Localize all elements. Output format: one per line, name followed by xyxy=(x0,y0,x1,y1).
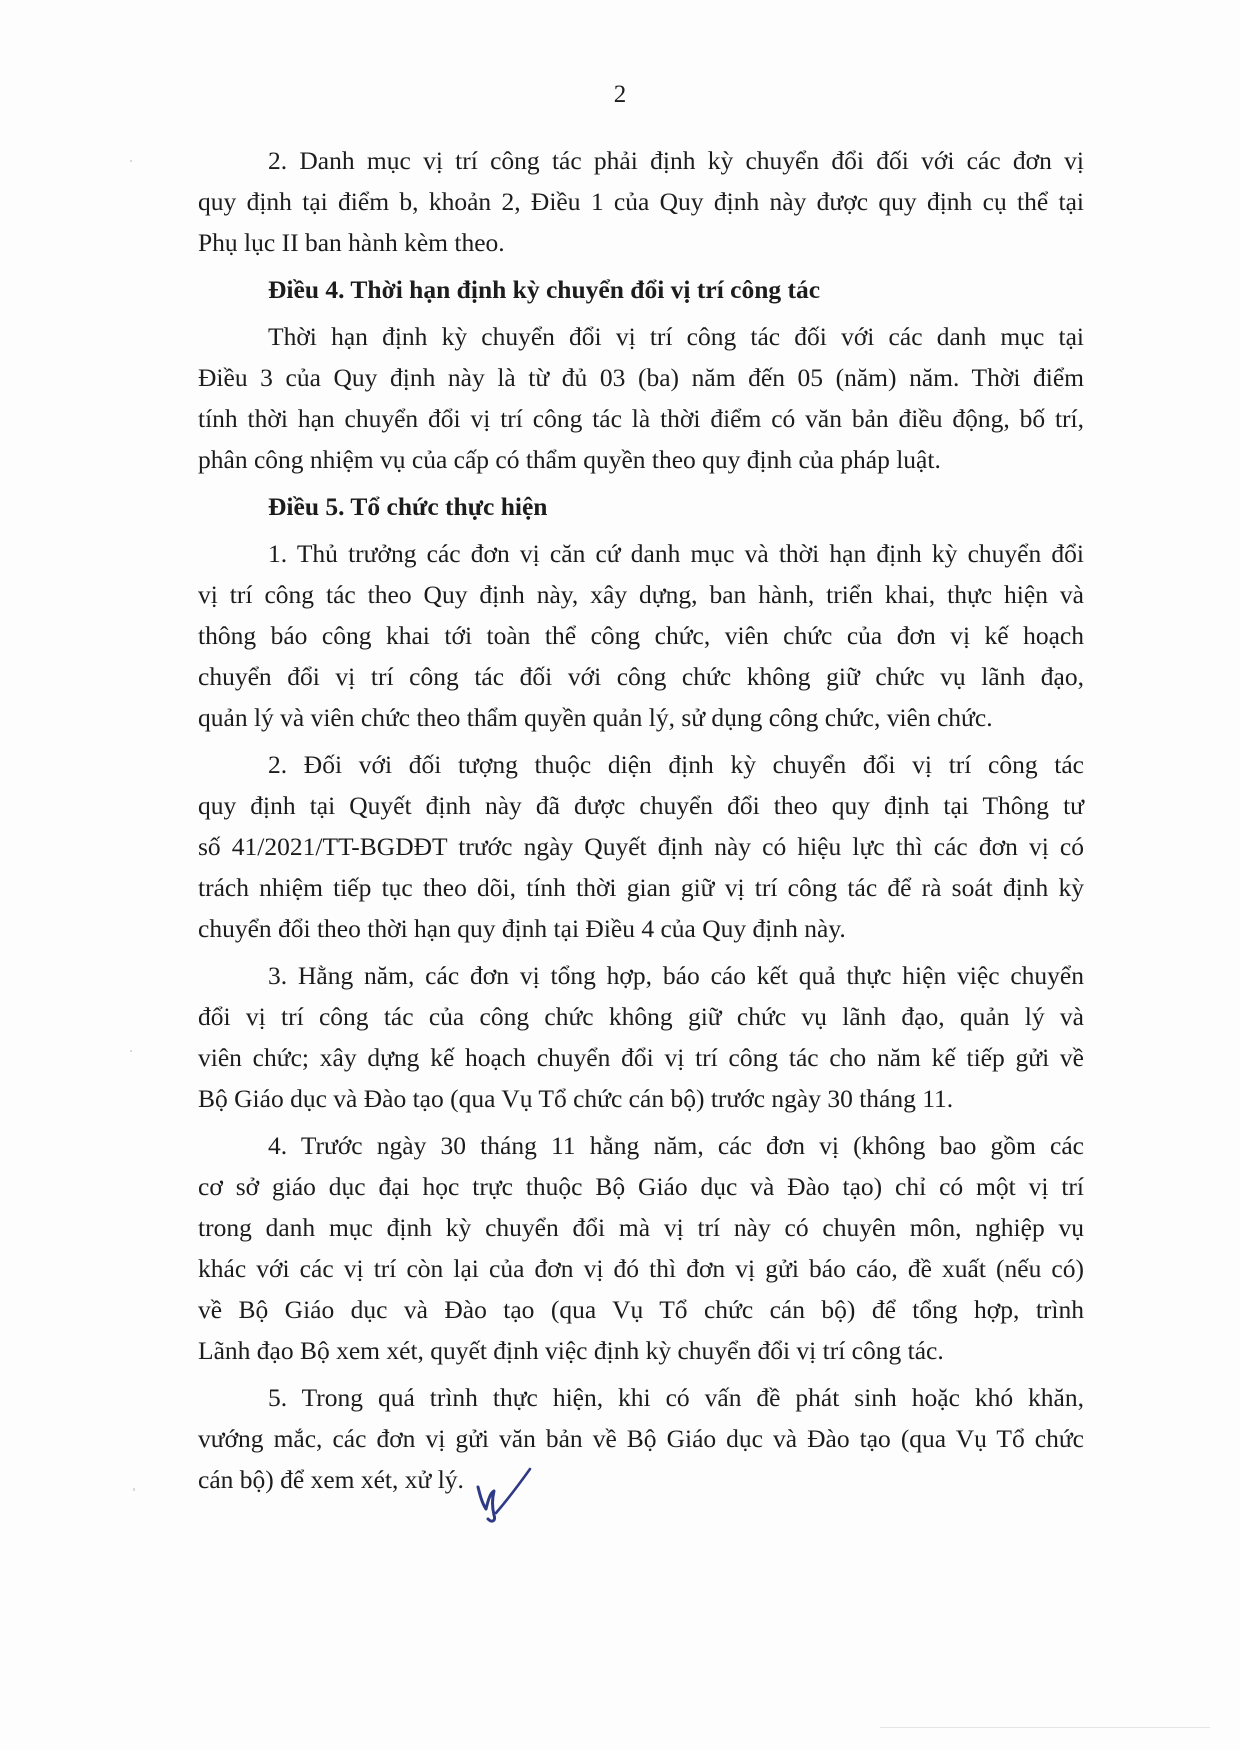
text-line: 3. Hằng năm, các đơn vị tổng hợp, báo cáo kết quả thực hiện việc chuyển xyxy=(268,961,1084,990)
text-line: về Bộ Giáo dục và Đào tạo (qua Vụ Tổ chức cán bộ) để tổng hợp, trình xyxy=(198,1295,1084,1324)
text-line: Điều 3 của Quy định này là từ đủ 03 (ba) năm đến 05 (năm) năm. Thời điểm xyxy=(198,363,1084,392)
text-line: 2. Danh mục vị trí công tác phải định kỳ chuyển đổi đối với các đơn vị xyxy=(268,146,1084,175)
text-line: khác với các vị trí còn lại của đơn vị đó thì đơn vị gửi báo cáo, đề xuất (nếu có) xyxy=(198,1254,1084,1283)
text-line: trong danh mục định kỳ chuyển đổi mà vị trí này có chuyên môn, nghiệp vụ xyxy=(198,1213,1084,1242)
text-line: 4. Trước ngày 30 tháng 11 hằng năm, các đơn vị (không bao gồm các xyxy=(268,1131,1084,1160)
text-line: Lãnh đạo Bộ xem xét, quyết định việc định kỳ chuyển đổi vị trí công tác. xyxy=(198,1336,944,1365)
text-line: chuyển đổi vị trí công tác đối với công chức không giữ chức vụ lãnh đạo, xyxy=(198,662,1084,691)
text-line: cán bộ) để xem xét, xử lý. xyxy=(198,1465,464,1494)
document-body xyxy=(198,140,1084,1506)
text-line: 1. Thủ trưởng các đơn vị căn cứ danh mục và thời hạn định kỳ chuyển đổi xyxy=(268,539,1084,568)
body-paragraph xyxy=(198,955,1084,1119)
article-heading: Điều 4. Thời hạn định kỳ chuyển đổi vị trí công tác xyxy=(268,275,821,304)
scan-speck xyxy=(130,1050,132,1052)
scan-speck xyxy=(130,160,132,162)
text-line: phân công nhiệm vụ của cấp có thẩm quyền theo quy định của pháp luật. xyxy=(198,445,941,474)
page-number: 2 xyxy=(613,81,627,108)
text-line: chuyển đổi theo thời hạn quy định tại Điều 4 của Quy định này. xyxy=(198,914,846,943)
text-line: trách nhiệm tiếp tục theo dõi, tính thời gian giữ vị trí công tác để rà soát định kỳ xyxy=(198,873,1084,902)
text-line: tính thời hạn chuyển đổi vị trí công tác là thời điểm có văn bản điều động, bố trí, xyxy=(198,404,1084,433)
text-line: Phụ lục II ban hành kèm theo. xyxy=(198,228,505,257)
body-paragraph xyxy=(198,316,1084,480)
text-line: Thời hạn định kỳ chuyển đổi vị trí công tác đối với các danh mục tại xyxy=(268,322,1084,351)
text-line: 5. Trong quá trình thực hiện, khi có vấn đề phát sinh hoặc khó khăn, xyxy=(268,1383,1084,1412)
text-line: 2. Đối với đối tượng thuộc diện định kỳ chuyển đổi vị trí công tác xyxy=(268,750,1084,779)
text-line: vị trí công tác theo Quy định này, xây dựng, ban hành, triển khai, thực hiện và xyxy=(198,580,1084,609)
scan-speck xyxy=(133,1488,135,1491)
text-line: viên chức; xây dựng kế hoạch chuyển đổi vị trí công tác cho năm kế tiếp gửi về xyxy=(198,1043,1084,1072)
text-line: vướng mắc, các đơn vị gửi văn bản về Bộ Giáo dục và Đào tạo (qua Vụ Tổ chức xyxy=(198,1424,1084,1453)
text-line: cơ sở giáo dục đại học trực thuộc Bộ Giáo dục và Đào tạo) chỉ có một vị trí xyxy=(198,1172,1084,1201)
body-paragraph xyxy=(198,140,1084,263)
body-paragraph xyxy=(198,1125,1084,1371)
text-line: đổi vị trí công tác của công chức không giữ chức vụ lãnh đạo, quản lý và xyxy=(198,1002,1084,1031)
text-line: quy định tại Quyết định này đã được chuyển đổi theo quy định tại Thông tư xyxy=(198,791,1084,820)
body-paragraph xyxy=(198,744,1084,949)
body-paragraph xyxy=(198,533,1084,738)
handwritten-initials xyxy=(470,1465,540,1525)
text-line: số 41/2021/TT-BGDĐT trước ngày Quyết định này có hiệu lực thì các đơn vị có xyxy=(198,832,1084,861)
body-paragraph xyxy=(198,1377,1084,1500)
scan-edge-line xyxy=(880,1727,1210,1728)
text-line: thông báo công khai tới toàn thể công chức, viên chức của đơn vị kế hoạch xyxy=(198,621,1084,650)
text-line: quản lý và viên chức theo thẩm quyền quản lý, sử dụng công chức, viên chức. xyxy=(198,703,993,732)
text-line: Bộ Giáo dục và Đào tạo (qua Vụ Tổ chức cán bộ) trước ngày 30 tháng 11. xyxy=(198,1084,954,1113)
text-line: quy định tại điểm b, khoản 2, Điều 1 của Quy định này được quy định cụ thể tại xyxy=(198,187,1084,216)
article-heading: Điều 5. Tổ chức thực hiện xyxy=(268,492,548,521)
